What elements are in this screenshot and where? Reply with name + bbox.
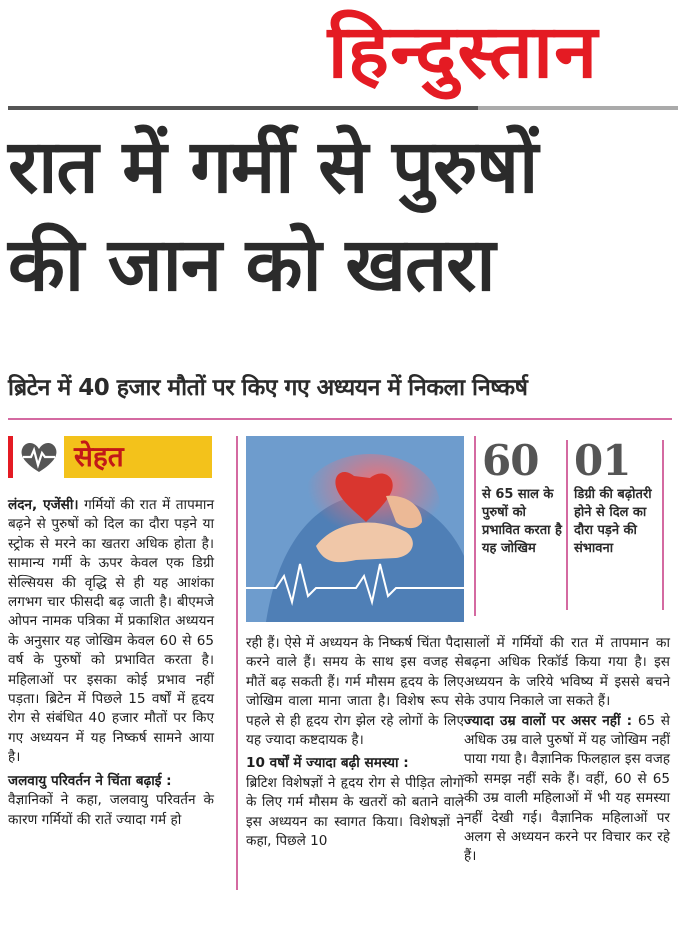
headline-line-2: की जान को खतरा	[8, 222, 495, 308]
dateline: लंदन, एजेंसी।	[8, 497, 79, 513]
stat-rule	[566, 440, 568, 610]
stat-rule	[662, 440, 664, 610]
paragraph-text: 65 से अधिक उम्र वाले पुरुषों में यह जोखिम नहीं पाया गया है। वैज्ञानिक फिलहाल इस वजह को समझ नहीं सके हैं। वहीं, 60 से 65 की उम्र वाली महिलाओं में भी यह समस्या नहीं देखी गई। वैज्ञानिक महिलाओं पर अलग से अध्ययन करने पर विचार कर रहे हैं।	[464, 712, 670, 865]
crosshead: 10 वर्षों में ज्यादा बढ़ी समस्या :	[246, 755, 409, 772]
column-rule	[474, 436, 476, 616]
section-label: सेहत	[64, 436, 212, 478]
section-divider	[8, 418, 672, 420]
stat-box-01	[574, 436, 658, 558]
stat-box-60	[482, 436, 562, 558]
article-paragraph	[8, 496, 214, 768]
stat-number: 01	[574, 436, 631, 485]
article-paragraph: वैज्ञानिकों ने कहा, जलवायु परिवर्तन के कारण गर्मियों की रातें ज्यादा गर्म हो	[8, 792, 214, 828]
article-paragraph: ब्रिटिश विशेषज्ञों ने हृदय रोग से पीड़ित लोगों के लिए गर्म मौसम के खतरों को बताने वाले इस अध्ययन का स्वागत किया। विशेषज्ञों ने कहा, पिछले 10	[246, 774, 464, 850]
crosshead: जलवायु परिवर्तन ने चिंता बढ़ाई :	[8, 772, 172, 789]
headline	[8, 118, 672, 314]
masthead-rule	[8, 106, 478, 110]
article-paragraph	[464, 712, 670, 867]
masthead	[0, 0, 678, 112]
paragraph-text: गर्मियों की रात में तापमान बढ़ने से पुरुषों को दिल का दौरा पड़ने या स्ट्रोक से मरने का खतरा अधिक होता है। सामान्य गर्मी के ऊपर केवल एक डिग्री सेल्सियस की वृद्धि से ही यह आशंका लगभग चार फीसदी बढ़ जाती है। बीएमजे ओपन नामक पत्रिका में प्रकाशित अध्ययन के अनुसार यह जोखिम केवल 60 से 65 वर्ष के पुरुषों को प्रभावित करता है। महिलाओं पर इसका कोई प्रभाव नहीं पड़ता। ब्रिटेन में पिछले 15 वर्षों में हृदय रोग से संबंधित 40 हजार मौतों पर किए गए अध्ययन में यह निष्कर्ष सामने आया है।	[8, 497, 214, 766]
section-tag	[8, 436, 212, 478]
heart-ecg-icon	[8, 436, 64, 478]
heart-attack-photo	[246, 436, 464, 622]
stat-number: 60	[482, 436, 539, 485]
crosshead: ज्यादा उम्र वालों पर असर नहीं :	[464, 712, 633, 729]
column-rule	[236, 436, 238, 890]
stat-text: से 65 साल के पुरुषों को प्रभावित करता है यह जोखिम	[482, 487, 562, 556]
article-paragraph: रही हैं। ऐसे में अध्ययन के निष्कर्ष चिंता पैदा करने वाले हैं। समय के साथ इस वजह से मौतें बढ़ सकती हैं। गर्म मौसम हृदय के लिए जोखिम वाला माना जाता है। विशेष रूप से पहले से ही हृदय रोग झेल रहे लोगों के लिए यह ज्यादा कष्टदायक है।	[246, 635, 464, 749]
masthead-rule-right	[478, 106, 678, 110]
stat-text: डिग्री की बढ़ोतरी होने से दिल का दौरा पड़ने की संभावना	[574, 487, 652, 556]
article-column-3	[464, 634, 670, 867]
subheadline: ब्रिटेन में 40 हजार मौतों पर किए गए अध्ययन में निकला निष्कर्ष	[8, 375, 528, 401]
headline-line-1: रात में गर्मी से पुरुषों	[8, 124, 538, 210]
newspaper-logo: हिन्दुस्तान	[327, 9, 599, 95]
article-column-1	[8, 496, 214, 830]
article-paragraph: सालों में गर्मियों की रात में तापमान का बढ़ना अधिक रिकॉर्ड किया गया है। इस अध्ययन के जरिये भविष्य में इससे बचने के उपाय निकाले जा सकते हैं।	[464, 635, 670, 710]
article-column-2	[246, 634, 464, 851]
